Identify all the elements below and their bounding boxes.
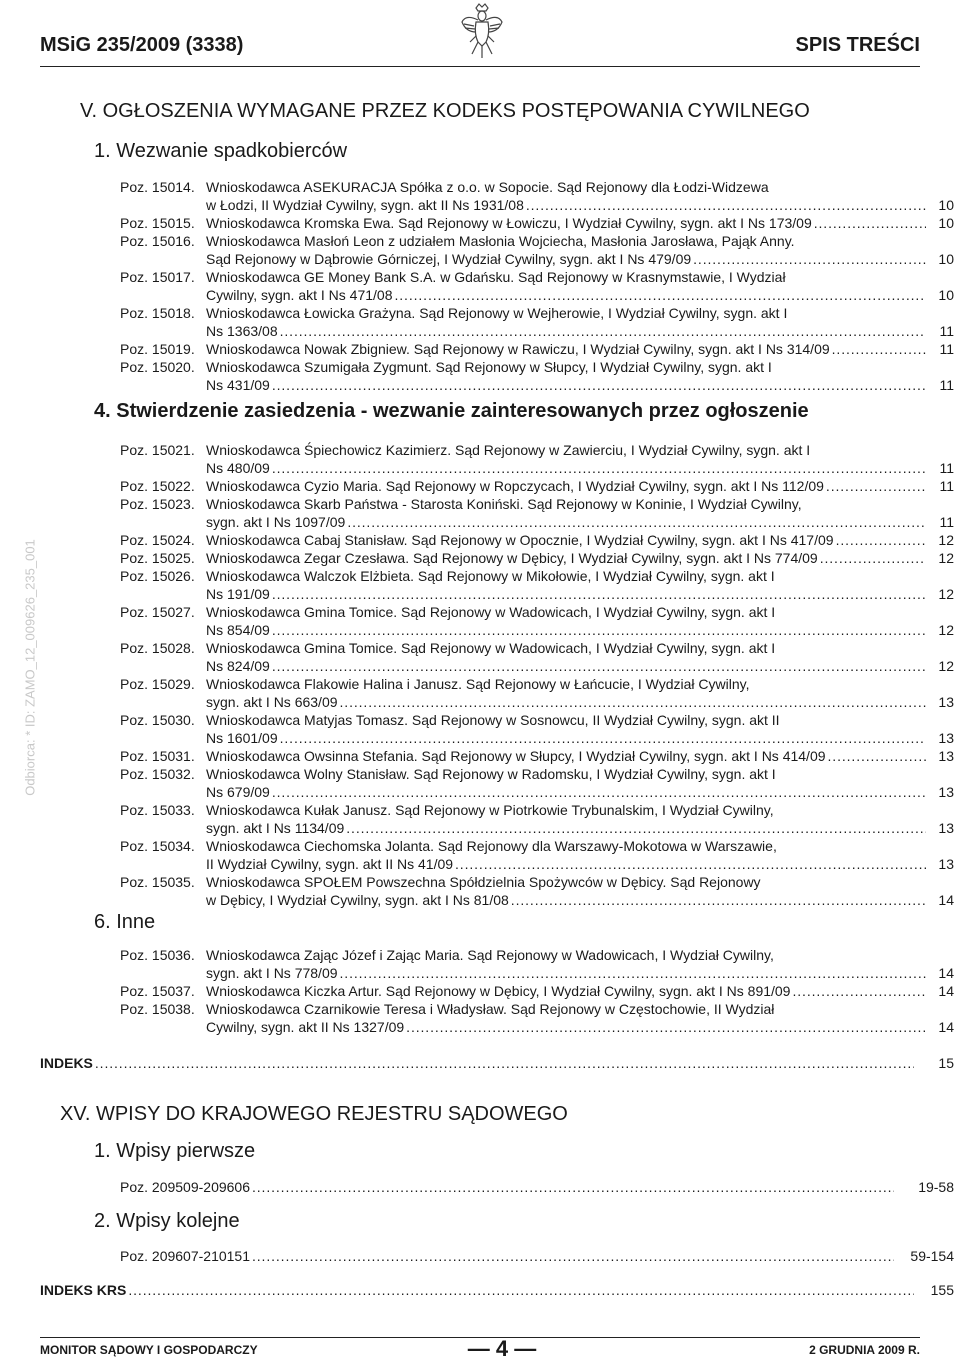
entry-position-number: Poz. 15029. — [120, 676, 195, 692]
entry-text: Ns 824/09 — [206, 658, 270, 674]
entry-text: Wnioskodawca Cabaj Stanisław. Sąd Rejonowy w Opocznie, I Wydział Cywilny, sygn. akt I Ns 417/09 — [206, 532, 834, 548]
page-number: 10 — [938, 215, 954, 231]
toc-entry[interactable] — [120, 495, 954, 531]
entry-position-number: Poz. 15038. — [120, 1001, 195, 1017]
toc-entry[interactable] — [120, 268, 954, 304]
entry-position-number: Poz. 15022. — [120, 478, 195, 494]
toc-entry[interactable] — [120, 340, 954, 358]
toc-entry[interactable] — [120, 358, 954, 394]
polish-eagle-icon — [460, 2, 504, 60]
entry-text: II Wydział Cywilny, sygn. akt II Ns 41/09 — [206, 856, 454, 872]
entry-text: Wnioskodawca Szumigała Zygmunt. Sąd Rejonowy w Słupcy, I Wydział Cywilny, sygn. akt I — [206, 359, 772, 375]
toc-entry[interactable] — [120, 477, 954, 495]
page-header — [0, 0, 960, 92]
toc-entry[interactable] — [120, 214, 954, 232]
toc-entry[interactable] — [120, 747, 954, 765]
entry-position-number: Poz. 15033. — [120, 802, 195, 818]
dot-leader — [828, 747, 926, 765]
entry-text: Poz. 209509-209606 — [120, 1179, 250, 1195]
entry-text: Wnioskodawca Gmina Tomice. Sąd Rejonowy w Wadowicach, I Wydział Cywilny, sygn. akt I — [206, 604, 776, 620]
krs-entry-2[interactable] — [120, 1248, 954, 1266]
subsection-1-title: 1. Wezwanie spadkobierców — [94, 140, 348, 162]
dot-leader — [455, 855, 926, 873]
page-number: 13 — [938, 820, 954, 836]
entry-text: Wnioskodawca Matyjas Tomasz. Sąd Rejonowy w Sosnowcu, II Wydział Cywilny, sygn. akt II — [206, 712, 780, 728]
page-number: 12 — [938, 550, 954, 566]
dot-leader — [340, 693, 926, 711]
toc-entry[interactable] — [120, 639, 954, 675]
page-number: 15 — [938, 1055, 954, 1071]
page-number: 13 — [938, 730, 954, 746]
dot-leader — [526, 196, 926, 214]
indeks-label: INDEKS — [40, 1055, 93, 1071]
page-number: 14 — [938, 965, 954, 981]
entry-text: Wnioskodawca Walczok Elżbieta. Sąd Rejonowy w Mikołowie, I Wydział Cywilny, sygn. akt I — [206, 568, 775, 584]
entry-position-number: Poz. 15018. — [120, 305, 195, 321]
toc-entry[interactable] — [120, 441, 954, 477]
entry-text: Wnioskodawca Owsinna Stefania. Sąd Rejonowy w Słupcy, I Wydział Cywilny, sygn. akt I Ns 414/09 — [206, 748, 826, 764]
page-number: 11 — [939, 323, 954, 339]
toc-entry[interactable] — [120, 801, 954, 837]
entry-position-number: Poz. 15024. — [120, 532, 195, 548]
page-number: 13 — [938, 694, 954, 710]
toc-entry[interactable] — [120, 675, 954, 711]
entry-text: Wnioskodawca Cyzio Maria. Sąd Rejonowy w Ropczycach, I Wydział Cywilny, sygn. akt I Ns 112/09 — [206, 478, 824, 494]
entry-text: Ns 1601/09 — [206, 730, 278, 746]
entry-position-number: Poz. 15026. — [120, 568, 195, 584]
indeks-krs-label: INDEKS KRS — [40, 1282, 127, 1298]
entry-text: Cywilny, sygn. akt II Ns 1327/09 — [206, 1019, 405, 1035]
page-number: 14 — [938, 983, 954, 999]
page-number: 19-58 — [918, 1179, 954, 1195]
dot-leader — [272, 621, 926, 639]
entry-position-number: Poz. 15037. — [120, 983, 195, 999]
entry-position-number: Poz. 15031. — [120, 748, 195, 764]
dot-leader — [272, 459, 926, 477]
dot-leader — [272, 657, 926, 675]
entry-position-number: Poz. 15027. — [120, 604, 195, 620]
page-number: 11 — [939, 341, 954, 357]
subsection-4-title: 4. Stwierdzenie zasiedzenia - wezwanie zainteresowanych przez ogłoszenie — [94, 400, 809, 422]
entry-position-number: Poz. 15036. — [120, 947, 195, 963]
dot-leader — [792, 982, 926, 1000]
entry-position-number: Poz. 15023. — [120, 496, 195, 512]
group-1-entries — [120, 178, 954, 394]
page-number: 12 — [938, 532, 954, 548]
page-number: 155 — [930, 1282, 954, 1298]
entry-text: Poz. 209607-210151 — [120, 1248, 250, 1264]
entry-text: Wnioskodawca Masłoń Leon z udziałem Masłonia Wojciecha, Masłonia Jarosława, Pająk Anny. — [206, 233, 795, 249]
entry-text: Wnioskodawca Nowak Zbigniew. Sąd Rejonowy w Rawiczu, I Wydział Cywilny, sygn. akt I Ns 314/09 — [206, 341, 830, 357]
entry-text: w Łodzi, II Wydział Cywilny, sygn. akt II Ns 1931/08 — [206, 197, 524, 213]
dot-leader — [272, 783, 926, 801]
toc-entry[interactable] — [120, 711, 954, 747]
toc-entry[interactable] — [120, 304, 954, 340]
entry-text: sygn. akt I Ns 663/09 — [206, 694, 338, 710]
dot-leader — [340, 964, 926, 982]
toc-entry[interactable] — [120, 837, 954, 873]
dot-leader — [820, 549, 926, 567]
dot-leader — [406, 1018, 926, 1036]
dot-leader — [814, 214, 926, 232]
entry-position-number: Poz. 15015. — [120, 215, 195, 231]
entry-text: sygn. akt I Ns 778/09 — [206, 965, 338, 981]
entry-position-number: Poz. 15034. — [120, 838, 195, 854]
toc-entry[interactable] — [120, 603, 954, 639]
dot-leader — [836, 531, 926, 549]
entry-position-number: Poz. 15030. — [120, 712, 195, 728]
page-number: 12 — [938, 586, 954, 602]
page-number: 11 — [939, 377, 954, 393]
entry-position-number: Poz. 15025. — [120, 550, 195, 566]
entry-text: Wnioskodawca Gmina Tomice. Sąd Rejonowy w Wadowicach, I Wydział Cywilny, sygn. akt I — [206, 640, 776, 656]
dot-leader — [346, 819, 926, 837]
entry-position-number: Poz. 15028. — [120, 640, 195, 656]
page-number: 12 — [938, 622, 954, 638]
page-number: 11 — [939, 478, 954, 494]
entry-text: w Dębicy, I Wydział Cywilny, sygn. akt I Ns 81/08 — [206, 892, 509, 908]
toc-entry[interactable] — [120, 765, 954, 801]
entry-position-number: Poz. 15035. — [120, 874, 195, 890]
toc-entry[interactable] — [120, 178, 954, 214]
header-rule — [40, 66, 920, 67]
entry-position-number: Poz. 15032. — [120, 766, 195, 782]
entry-text: Wnioskodawca Kiczka Artur. Sąd Rejonowy w Dębicy, I Wydział Cywilny, sygn. akt I Ns 891/09 — [206, 983, 791, 999]
section-v-title: V. OGŁOSZENIA WYMAGANE PRZEZ KODEKS POSTĘPOWANIA CYWILNEGO — [80, 100, 810, 122]
toc-entry[interactable] — [120, 1000, 954, 1036]
dot-leader — [832, 340, 926, 358]
dot-leader — [394, 286, 926, 304]
dot-leader — [95, 1055, 914, 1071]
page-number: 10 — [938, 197, 954, 213]
entry-text: Wnioskodawca Kromska Ewa. Sąd Rejonowy w Łowiczu, I Wydział Cywilny, sygn. akt I Ns 173/09 — [206, 215, 812, 231]
dot-leader — [280, 729, 926, 747]
krs-entry-1[interactable] — [120, 1179, 954, 1197]
entry-text: Wnioskodawca SPOŁEM Powszechna Spółdzielnia Spożywców w Dębicy. Sąd Rejonowy — [206, 874, 761, 890]
indeks-krs-line[interactable] — [40, 1282, 954, 1300]
dot-leader — [347, 513, 926, 531]
entry-text: Wnioskodawca Zegar Czesława. Sąd Rejonowy w Dębicy, I Wydział Cywilny, sygn. akt I Ns 774/09 — [206, 550, 818, 566]
page-number: 13 — [938, 748, 954, 764]
entry-text: Sąd Rejonowy w Dąbrowie Górniczej, I Wydział Cywilny, sygn. akt I Ns 479/09 — [206, 251, 692, 267]
recipient-watermark: Odbiorca: * ID: ZAMO_12_009626_235_001 — [22, 539, 38, 796]
page-number: 12 — [938, 658, 954, 674]
entry-text: Ns 1363/08 — [206, 323, 278, 339]
dot-leader — [272, 585, 926, 603]
entry-text: Wnioskodawca Flakowie Halina i Janusz. Sąd Rejonowy w Łańcucie, I Wydział Cywilny, — [206, 676, 750, 692]
dot-leader — [252, 1179, 894, 1195]
entry-text: Wnioskodawca ASEKURACJA Spółka z o.o. w Sopocie. Sąd Rejonowy dla Łodzi-Widzewa — [206, 179, 769, 195]
page-number: 13 — [938, 784, 954, 800]
entry-text: Wnioskodawca Czarnikowie Teresa i Władysław. Sąd Rejonowy w Częstochowie, II Wydział — [206, 1001, 775, 1017]
toc-entry[interactable] — [120, 549, 954, 567]
page-number: 11 — [939, 460, 954, 476]
page-number-footer: — 4 — — [467, 1336, 537, 1361]
dot-leader — [252, 1248, 894, 1264]
toc-entry[interactable] — [120, 232, 954, 268]
page-number: 59-154 — [910, 1248, 954, 1264]
entry-text: Wnioskodawca GE Money Bank S.A. w Gdańsku. Sąd Rejonowy w Krasnymstawie, I Wydział — [206, 269, 786, 285]
entry-text: Wnioskodawca Kułak Janusz. Sąd Rejonowy w Piotrkowie Trybunalskim, I Wydział Cywilny, — [206, 802, 774, 818]
dot-leader — [280, 322, 926, 340]
entry-position-number: Poz. 15016. — [120, 233, 195, 249]
section-name: SPIS TREŚCI — [795, 34, 920, 56]
entry-text: Ns 854/09 — [206, 622, 270, 638]
toc-entry[interactable] — [120, 531, 954, 549]
indeks-line[interactable] — [40, 1055, 954, 1073]
entry-text: Wnioskodawca Śpiechowicz Kazimierz. Sąd Rejonowy w Zawierciu, I Wydział Cywilny, sygn. akt I — [206, 442, 811, 458]
issue-number: MSiG 235/2009 (3338) — [40, 34, 244, 56]
dot-leader — [272, 376, 926, 394]
entry-text: Wnioskodawca Wolny Stanisław. Sąd Rejonowy w Radomsku, I Wydział Cywilny, sygn. akt I — [206, 766, 776, 782]
dot-leader — [511, 891, 926, 909]
toc-entry[interactable] — [120, 873, 954, 909]
entry-text: Wnioskodawca Zając Józef i Zając Maria. Sąd Rejonowy w Wadowicach, I Wydział Cywilny, — [206, 947, 774, 963]
dot-leader — [693, 250, 926, 268]
page-number: 14 — [938, 1019, 954, 1035]
entry-position-number: Poz. 15020. — [120, 359, 195, 375]
entry-position-number: Poz. 15019. — [120, 341, 195, 357]
entry-position-number: Poz. 15021. — [120, 442, 195, 458]
page-number: 13 — [938, 856, 954, 872]
page-number: 10 — [938, 287, 954, 303]
page-number: 14 — [938, 892, 954, 908]
entry-position-number: Poz. 15017. — [120, 269, 195, 285]
entry-text: Wnioskodawca Ciechomska Jolanta. Sąd Rejonowy dla Warszawy-Mokotowa w Warszawie, — [206, 838, 777, 854]
entry-text: Cywilny, sygn. akt I Ns 471/08 — [206, 287, 393, 303]
entry-text: sygn. akt I Ns 1097/09 — [206, 514, 346, 530]
entry-text: Ns 480/09 — [206, 460, 270, 476]
toc-entry[interactable] — [120, 567, 954, 603]
entry-text: sygn. akt I Ns 1134/09 — [206, 820, 345, 836]
krs-subsection-1-title: 1. Wpisy pierwsze — [94, 1140, 256, 1162]
entry-text: Wnioskodawca Łowicka Grażyna. Sąd Rejonowy w Wejherowie, I Wydział Cywilny, sygn. akt I — [206, 305, 788, 321]
entry-text: Wnioskodawca Skarb Państwa - Starosta Koniński. Sąd Rejonowy w Koninie, I Wydział Cywilny, — [206, 496, 802, 512]
group-4-entries — [120, 441, 954, 909]
page-number: 11 — [939, 514, 954, 530]
subsection-6-title: 6. Inne — [94, 911, 156, 933]
group-6-entries — [120, 946, 954, 1036]
entry-text: Ns 679/09 — [206, 784, 270, 800]
publication-name: MONITOR SĄDOWY I GOSPODARCZY — [40, 1343, 258, 1357]
entry-text: Ns 431/09 — [206, 377, 270, 393]
section-xv-title: XV. WPISY DO KRAJOWEGO REJESTRU SĄDOWEGO — [60, 1103, 568, 1125]
toc-entry[interactable] — [120, 946, 954, 982]
krs-subsection-2-title: 2. Wpisy kolejne — [94, 1210, 240, 1232]
dot-leader — [128, 1282, 914, 1298]
publication-date: 2 GRUDNIA 2009 R. — [809, 1343, 920, 1357]
toc-entry[interactable] — [120, 982, 954, 1000]
dot-leader — [826, 477, 926, 495]
entry-position-number: Poz. 15014. — [120, 179, 195, 195]
page-number: 10 — [938, 251, 954, 267]
entry-text: Ns 191/09 — [206, 586, 270, 602]
